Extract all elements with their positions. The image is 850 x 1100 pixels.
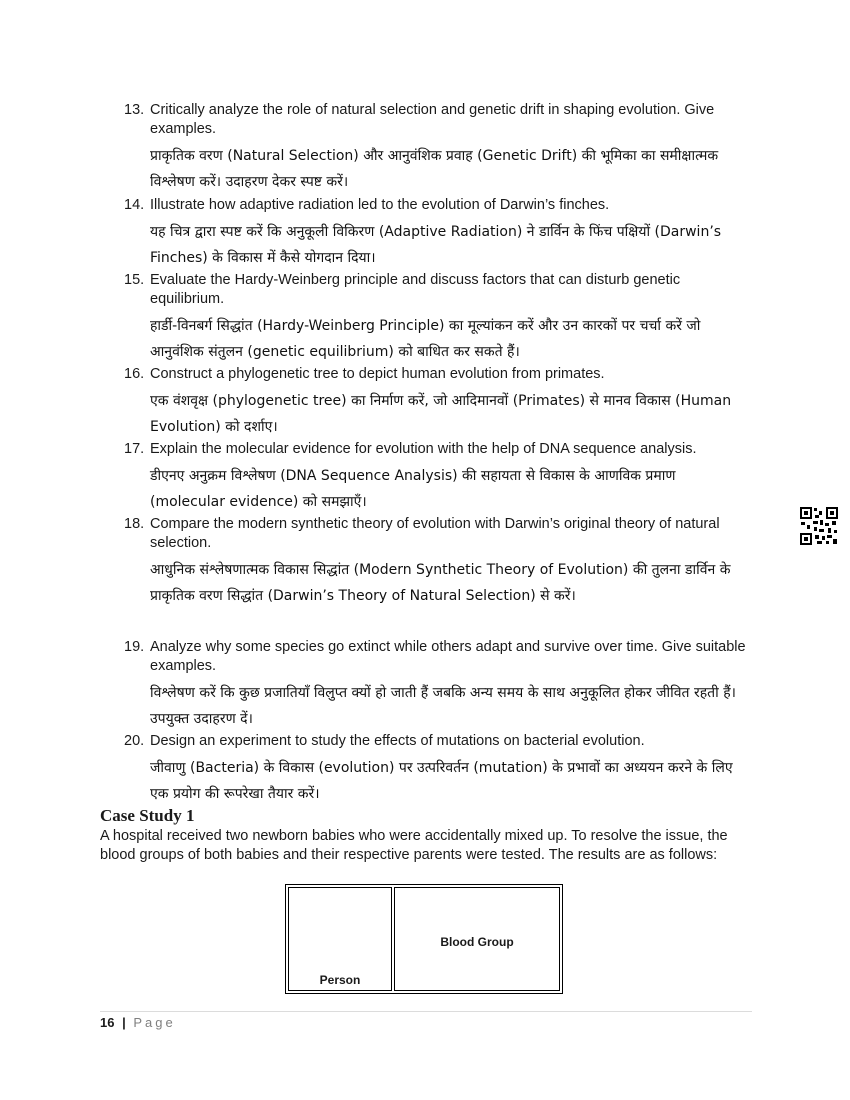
question-number: 17. [124,441,145,457]
question-20 [124,732,754,807]
question-13 [124,101,754,195]
question-english: Critically analyze the role of natural selection and genetic drift in shaping evolution. Give examples. [150,102,715,137]
question-number: 18. [124,516,145,532]
qr-code-icon[interactable] [799,506,839,546]
question-english: Compare the modern synthetic theory of evolution with Darwin’s original theory of natural selection. [150,516,720,551]
question-19 [124,638,754,732]
question-hindi: यह चित्र द्वारा स्पष्ट करें कि अनुकूली विकिरण (Adaptive Radiation) ने डार्विन के फिंच पक्षियों (Darwin’s Finches) के विकास में कैसे योगदान दिया। [150,224,722,266]
question-hindi: प्राकृतिक वरण (Natural Selection) और आनुवंशिक प्रवाह (Genetic Drift) की भूमिका का समीक्षात्मक विश्लेषण करें। उदाहरण देकर स्पष्ट करें। [150,148,719,190]
question-hindi: आधुनिक संश्लेषणात्मक विकास सिद्धांत (Modern Synthetic Theory of Evolution) की तुलना डार्विन के प्राकृतिक वरण सिद्धांत (Darwin’s Theory of Natural Selection) से करें। [150,562,731,604]
table-header-blood-group-label: Blood Group [440,935,514,949]
table-header-blood-group [394,887,560,991]
footer-divider [100,1011,752,1012]
question-english: Evaluate the Hardy-Weinberg principle and discuss factors that can disturb genetic equilibrium. [150,272,681,307]
question-number: 19. [124,639,145,655]
footer-separator: | [122,1015,126,1030]
blood-group-table [285,884,563,994]
table-header-person-label: Person [319,973,361,987]
question-english: Explain the molecular evidence for evolution with the help of DNA sequence analysis. [150,441,697,457]
question-number: 13. [124,102,145,118]
table-header-person [288,887,392,991]
question-number: 20. [124,733,145,749]
question-english: Analyze why some species go extinct while others adapt and survive over time. Give suitable examples. [150,639,746,674]
question-16 [124,365,754,440]
question-hindi: डीएनए अनुक्रम विश्लेषण (DNA Sequence Analysis) की सहायता से विकास के आणविक प्रमाण (molecular evidence) को समझाएँ। [150,468,676,510]
case-study-title: Case Study 1 [100,806,195,825]
question-15 [124,271,754,365]
question-hindi: हार्डी-विनबर्ग सिद्धांत (Hardy-Weinberg Principle) का मूल्यांकन करें और उन कारकों पर चर्चा करें जो आनुवंशिक संतुलन (genetic equilibrium) को बाधित कर सकते हैं। [150,318,701,360]
question-14 [124,196,754,271]
question-number: 15. [124,272,145,288]
question-english: Illustrate how adaptive radiation led to the evolution of Darwin’s finches. [150,197,610,213]
question-hindi: जीवाणु (Bacteria) के विकास (evolution) पर उत्परिवर्तन (mutation) के प्रभावों का अध्ययन करने के लिए एक प्रयोग की रूपरेखा तैयार करें। [150,760,733,802]
question-english: Construct a phylogenetic tree to depict human evolution from primates. [150,366,605,382]
page-number: 16 [100,1015,115,1030]
question-number: 14. [124,197,145,213]
page-footer [100,1015,176,1030]
question-hindi: विश्लेषण करें कि कुछ प्रजातियाँ विलुप्त क्यों हो जाती हैं जबकि अन्य समय के साथ अनुकूलित होकर जीवित रहती हैं। उपयुक्त उदाहरण दें। [150,685,736,727]
question-18 [124,515,754,609]
case-study-text: A hospital received two newborn babies who were accidentally mixed up. To resolve the issue, the blood groups of both babies and their respective parents were tested. The results are as follows: [100,828,728,863]
question-english: Design an experiment to study the effects of mutations on bacterial evolution. [150,733,645,749]
question-hindi: एक वंशवृक्ष (phylogenetic tree) का निर्माण करें, जो आदिमानवों (Primates) से मानव विकास (Human Evolution) को दर्शाए। [150,393,732,435]
page-label: Page [133,1015,176,1030]
question-number: 16. [124,366,145,382]
question-17 [124,440,754,515]
